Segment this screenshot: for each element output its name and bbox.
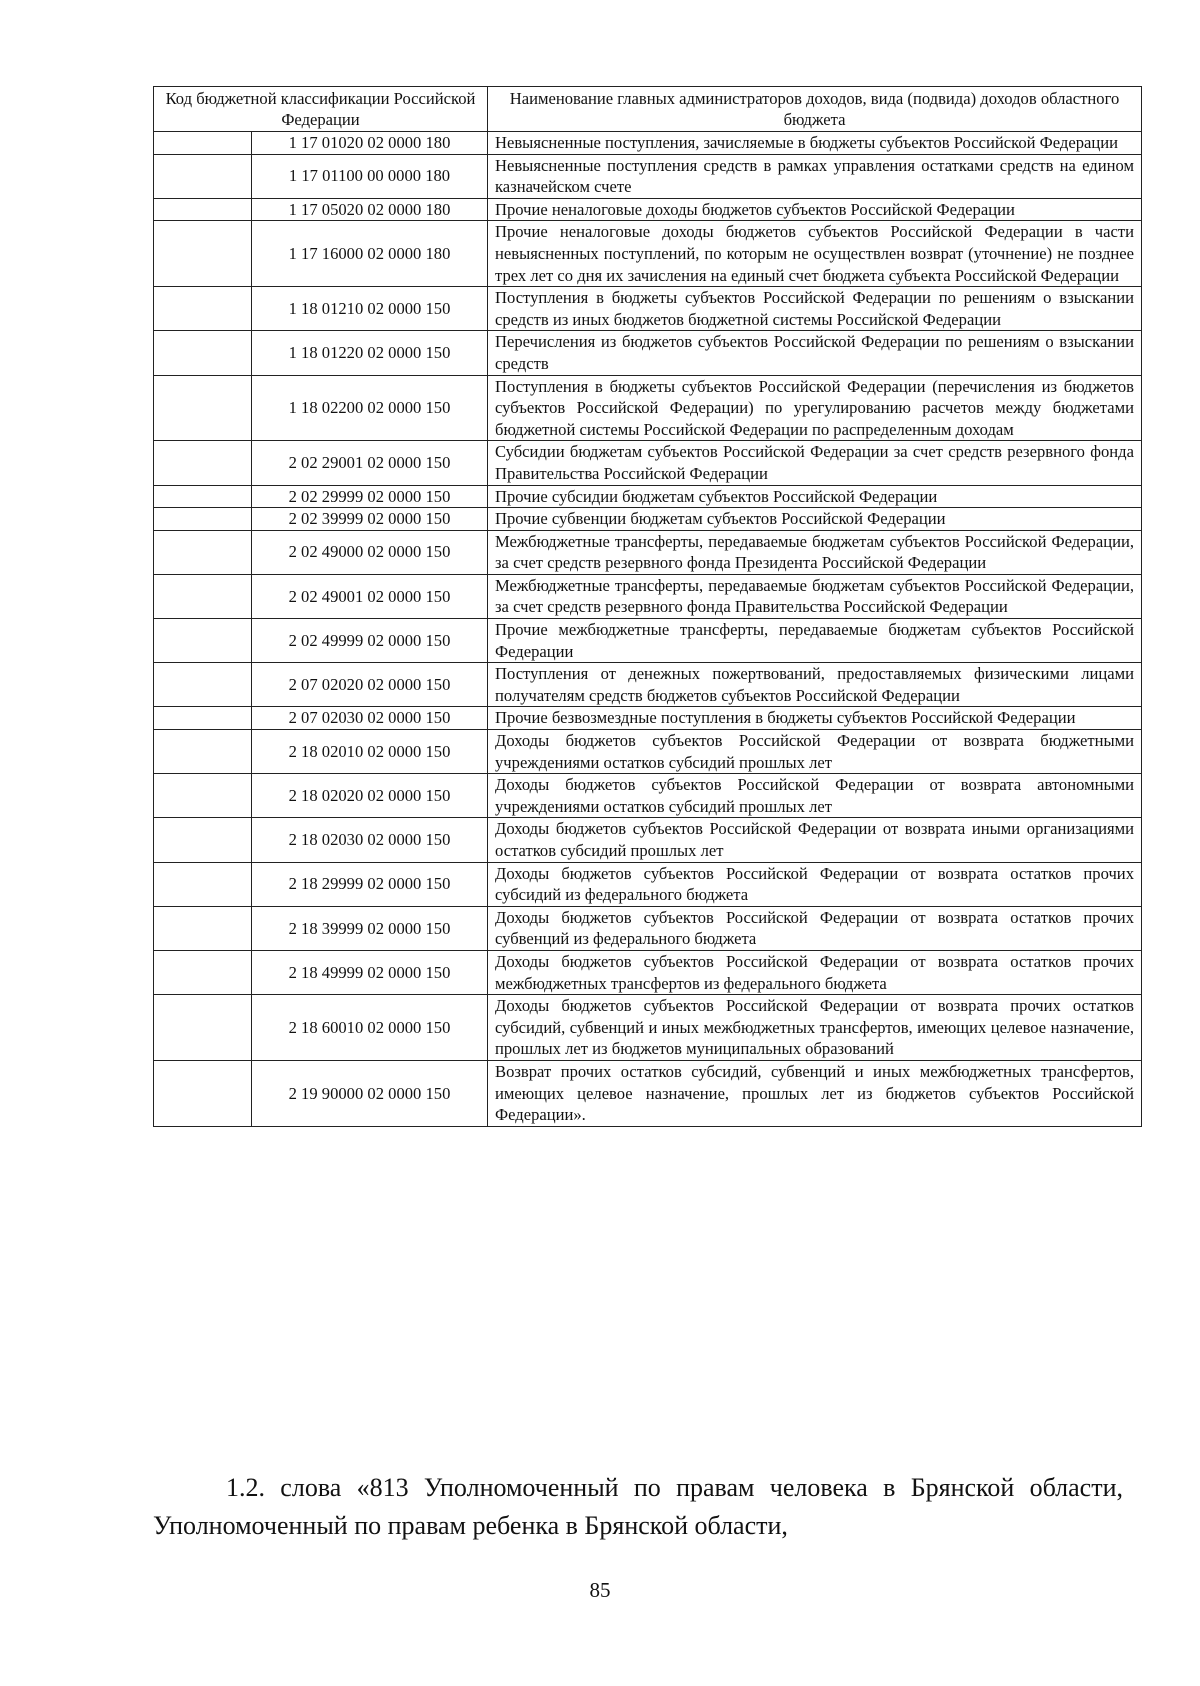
admin-code-cell (154, 154, 252, 198)
revenue-name-cell: Поступления от денежных пожертвований, предоставляемых физическими лицами получателям средств бюджетов субъектов Российской Федерации (488, 663, 1142, 707)
admin-code-cell (154, 950, 252, 994)
table-row (154, 441, 1142, 485)
revenue-name-cell: Доходы бюджетов субъектов Российской Федерации от возврата остатков прочих субвенций из федерального бюджета (488, 906, 1142, 950)
admin-code-cell (154, 198, 252, 221)
admin-code-cell (154, 331, 252, 375)
admin-code-cell (154, 132, 252, 155)
admin-code-cell (154, 530, 252, 574)
table-row (154, 375, 1142, 441)
table-row (154, 508, 1142, 531)
admin-code-cell (154, 619, 252, 663)
admin-code-cell (154, 995, 252, 1061)
admin-code-cell (154, 707, 252, 730)
budget-code-cell: 2 02 49000 02 0000 150 (252, 530, 488, 574)
budget-code-cell: 1 18 01220 02 0000 150 (252, 331, 488, 375)
budget-code-cell: 1 17 01020 02 0000 180 (252, 132, 488, 155)
table-row (154, 906, 1142, 950)
budget-classification-table (153, 86, 1142, 1127)
budget-code-cell: 2 02 49999 02 0000 150 (252, 619, 488, 663)
budget-code-cell: 2 02 49001 02 0000 150 (252, 574, 488, 618)
budget-code-cell: 2 02 29999 02 0000 150 (252, 485, 488, 508)
revenue-name-cell: Прочие межбюджетные трансферты, передаваемые бюджетам субъектов Российской Федерации (488, 619, 1142, 663)
table-row (154, 619, 1142, 663)
table-row (154, 950, 1142, 994)
admin-code-cell (154, 663, 252, 707)
revenue-name-cell: Субсидии бюджетам субъектов Российской Федерации за счет средств резервного фонда Правительства Российской Федерации (488, 441, 1142, 485)
budget-code-cell: 2 18 49999 02 0000 150 (252, 950, 488, 994)
admin-code-cell (154, 375, 252, 441)
table-row (154, 995, 1142, 1061)
revenue-name-cell: Доходы бюджетов субъектов Российской Федерации от возврата прочих остатков субсидий, субвенций и иных межбюджетных трансфертов, имеющих целевое назначение, прошлых лет из бюджетов муниципальных образований (488, 995, 1142, 1061)
table-row (154, 132, 1142, 155)
table-row (154, 574, 1142, 618)
admin-code-cell (154, 906, 252, 950)
amendment-paragraph: 1.2. слова «813 Уполномоченный по правам человека в Брянской области, Уполномоченный по правам ребенка в Брянской области, (153, 1473, 1123, 1540)
admin-code-cell (154, 862, 252, 906)
table-row (154, 663, 1142, 707)
budget-code-cell: 2 18 02020 02 0000 150 (252, 774, 488, 818)
revenue-name-cell: Поступления в бюджеты субъектов Российской Федерации по решениям о взыскании средств из иных бюджетов бюджетной системы Российской Федерации (488, 287, 1142, 331)
table-row (154, 154, 1142, 198)
table-row (154, 730, 1142, 774)
admin-code-cell (154, 221, 252, 287)
revenue-name-cell: Межбюджетные трансферты, передаваемые бюджетам субъектов Российской Федерации, за счет средств резервного фонда Правительства Российской Федерации (488, 574, 1142, 618)
revenue-name-cell: Доходы бюджетов субъектов Российской Федерации от возврата иными организациями остатков субсидий прошлых лет (488, 818, 1142, 862)
admin-code-cell (154, 574, 252, 618)
budget-code-cell: 1 18 01210 02 0000 150 (252, 287, 488, 331)
revenue-name-cell: Доходы бюджетов субъектов Российской Федерации от возврата бюджетными учреждениями остатков субсидий прошлых лет (488, 730, 1142, 774)
table-row (154, 774, 1142, 818)
table-row (154, 707, 1142, 730)
page-number: 85 (589, 1578, 611, 1602)
admin-code-cell (154, 441, 252, 485)
table-row (154, 530, 1142, 574)
budget-code-cell: 2 07 02030 02 0000 150 (252, 707, 488, 730)
table-row (154, 485, 1142, 508)
table-header-row (154, 87, 1142, 132)
table-row (154, 287, 1142, 331)
budget-code-cell: 2 02 29001 02 0000 150 (252, 441, 488, 485)
admin-code-cell (154, 508, 252, 531)
revenue-name-cell: Прочие неналоговые доходы бюджетов субъектов Российской Федерации в части невыясненных поступлений, по которым не осуществлен возврат (уточнение) не позднее трех лет со дня их зачисления на единый счет бюджета субъекта Российской Федерации (488, 221, 1142, 287)
revenue-name-cell: Прочие безвозмездные поступления в бюджеты субъектов Российской Федерации (488, 707, 1142, 730)
budget-code-cell: 1 17 16000 02 0000 180 (252, 221, 488, 287)
table-row (154, 1060, 1142, 1126)
budget-code-cell: 2 07 02020 02 0000 150 (252, 663, 488, 707)
revenue-name-cell: Доходы бюджетов субъектов Российской Федерации от возврата остатков прочих субсидий из федерального бюджета (488, 862, 1142, 906)
header-name-column: Наименование главных администраторов доходов, вида (подвида) доходов областного бюджета (488, 87, 1142, 132)
revenue-name-cell: Доходы бюджетов субъектов Российской Федерации от возврата автономными учреждениями остатков субсидий прошлых лет (488, 774, 1142, 818)
header-code-column: Код бюджетной классификации Российской Федерации (154, 87, 488, 132)
budget-code-cell: 1 17 01100 00 0000 180 (252, 154, 488, 198)
revenue-name-cell: Перечисления из бюджетов субъектов Российской Федерации по решениям о взыскании средств (488, 331, 1142, 375)
admin-code-cell (154, 485, 252, 508)
budget-code-cell: 1 18 02200 02 0000 150 (252, 375, 488, 441)
table-row (154, 221, 1142, 287)
budget-code-cell: 2 02 39999 02 0000 150 (252, 508, 488, 531)
budget-code-cell: 1 17 05020 02 0000 180 (252, 198, 488, 221)
table-row (154, 862, 1142, 906)
admin-code-cell (154, 1060, 252, 1126)
revenue-name-cell: Прочие субсидии бюджетам субъектов Российской Федерации (488, 485, 1142, 508)
budget-code-cell: 2 19 90000 02 0000 150 (252, 1060, 488, 1126)
budget-code-cell: 2 18 39999 02 0000 150 (252, 906, 488, 950)
revenue-name-cell: Поступления в бюджеты субъектов Российской Федерации (перечисления из бюджетов субъектов Российской Федерации) по урегулированию расчетов между бюджетами бюджетной системы Российской Федерации по распределенным доходам (488, 375, 1142, 441)
admin-code-cell (154, 287, 252, 331)
table-body (154, 132, 1142, 1127)
admin-code-cell (154, 818, 252, 862)
revenue-name-cell: Невыясненные поступления, зачисляемые в бюджеты субъектов Российской Федерации (488, 132, 1142, 155)
budget-code-cell: 2 18 02010 02 0000 150 (252, 730, 488, 774)
revenue-name-cell: Возврат прочих остатков субсидий, субвенций и иных межбюджетных трансфертов, имеющих целевое назначение, прошлых лет из бюджетов субъектов Российской Федерации». (488, 1060, 1142, 1126)
table-row (154, 818, 1142, 862)
table-row (154, 198, 1142, 221)
table-row (154, 331, 1142, 375)
admin-code-cell (154, 730, 252, 774)
admin-code-cell (154, 774, 252, 818)
budget-code-cell: 2 18 60010 02 0000 150 (252, 995, 488, 1061)
budget-code-cell: 2 18 29999 02 0000 150 (252, 862, 488, 906)
revenue-name-cell: Межбюджетные трансферты, передаваемые бюджетам субъектов Российской Федерации, за счет средств резервного фонда Президента Российской Федерации (488, 530, 1142, 574)
revenue-name-cell: Доходы бюджетов субъектов Российской Федерации от возврата остатков прочих межбюджетных трансфертов из федерального бюджета (488, 950, 1142, 994)
revenue-name-cell: Прочие неналоговые доходы бюджетов субъектов Российской Федерации (488, 198, 1142, 221)
budget-code-cell: 2 18 02030 02 0000 150 (252, 818, 488, 862)
revenue-name-cell: Прочие субвенции бюджетам субъектов Российской Федерации (488, 508, 1142, 531)
revenue-name-cell: Невыясненные поступления средств в рамках управления остатками средств на едином казначейском счете (488, 154, 1142, 198)
